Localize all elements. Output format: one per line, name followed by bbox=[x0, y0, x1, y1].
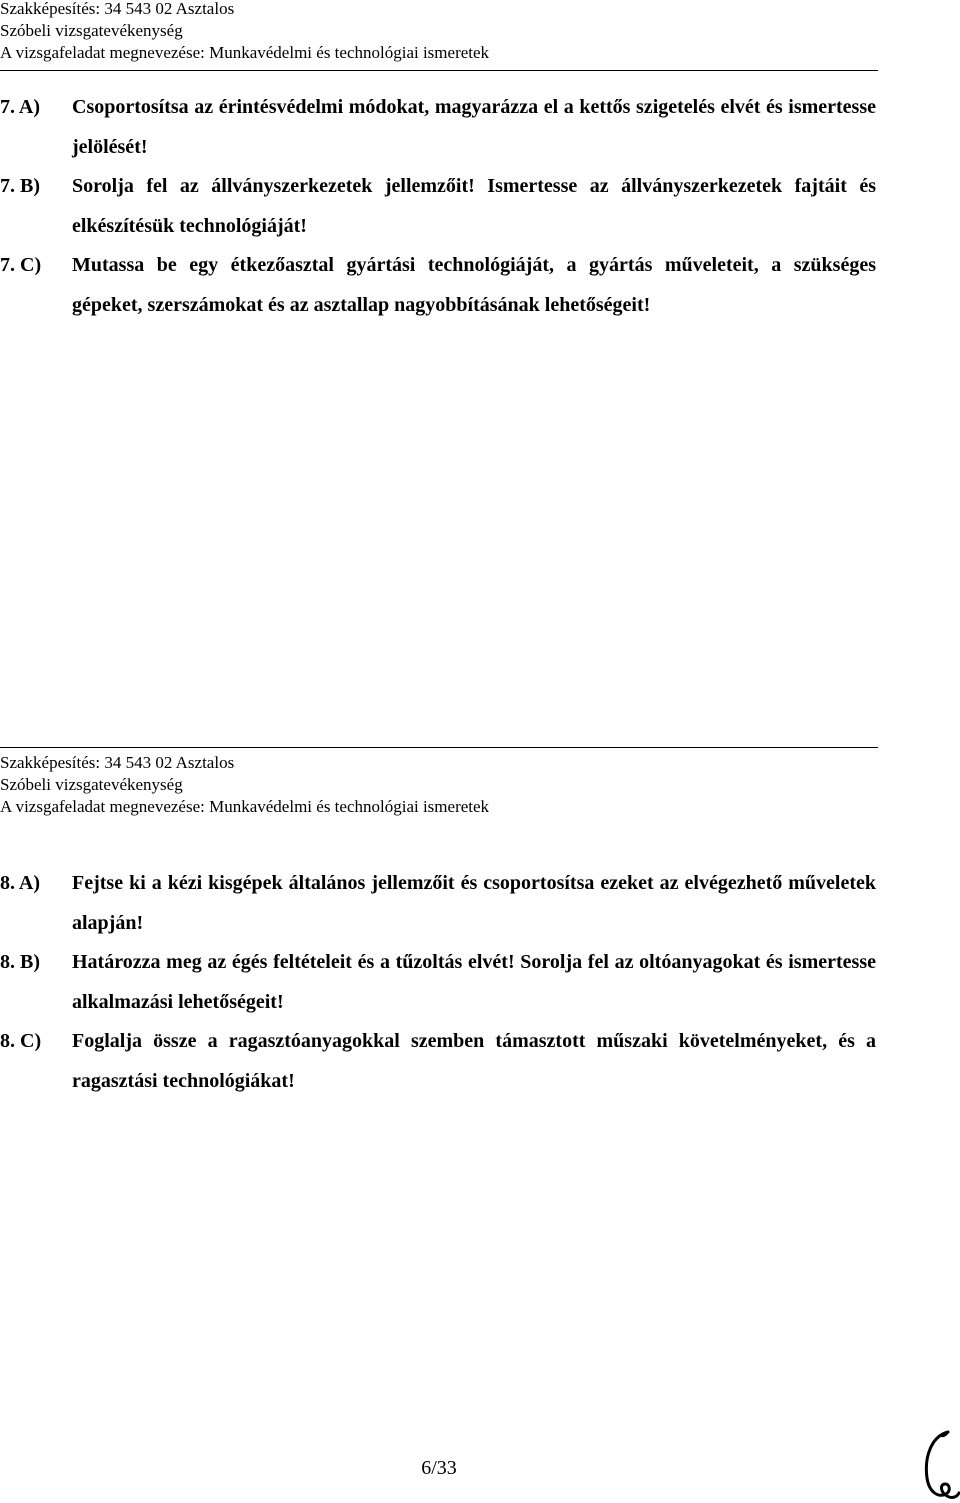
question-label: 7. B) bbox=[0, 175, 40, 197]
question-text: Foglalja össze a ragasztóanyagokkal szemben támasztott műszaki követelményeket, és a ragasztási technológiákat! bbox=[72, 1030, 876, 1092]
header-task-name: A vizsgafeladat megnevezése: Munkavédelmi és technológiai ismeretek bbox=[0, 797, 490, 816]
header-exam-activity: Szóbeli vizsgatevékenység bbox=[0, 775, 183, 794]
page-header-top bbox=[0, 0, 489, 64]
question-8a bbox=[0, 864, 876, 943]
question-text: Sorolja fel az állványszerkezetek jellemzőit! Ismertesse az állványszerkezetek fajtáit és elkészítésük technológiáját! bbox=[72, 175, 876, 237]
header-exam-activity: Szóbeli vizsgatevékenység bbox=[0, 21, 183, 40]
header-qualification: Szakképesítés: 34 543 02 Asztalos bbox=[0, 0, 235, 18]
question-text: Csoportosítsa az érintésvédelmi módokat, magyarázza el a kettős szigetelés elvét és ismertesse jelölését! bbox=[72, 96, 876, 158]
page-header-bottom bbox=[0, 752, 489, 818]
question-block-7 bbox=[0, 88, 876, 325]
question-text: Határozza meg az égés feltételeit és a tűzoltás elvét! Sorolja fel az oltóanyagokat és ismertesse alkalmazási lehetőségeit! bbox=[72, 951, 876, 1013]
question-8b bbox=[0, 943, 876, 1022]
header-task-name: A vizsgafeladat megnevezése: Munkavédelmi és technológiai ismeretek bbox=[0, 43, 490, 62]
header-qualification: Szakképesítés: 34 543 02 Asztalos bbox=[0, 753, 235, 772]
question-label: 8. C) bbox=[0, 1030, 42, 1052]
question-text: Fejtse ki a kézi kisgépek általános jellemzőit és csoportosítsa ezeket az elvégezhető műveletek alapján! bbox=[72, 872, 876, 934]
question-8c bbox=[0, 1022, 876, 1101]
question-text: Mutassa be egy étkezőasztal gyártási technológiáját, a gyártás műveleteit, a szükséges gépeket, szerszámokat és az asztallap nagyobbításának lehetőségeit! bbox=[72, 254, 876, 316]
question-label: 8. A) bbox=[0, 872, 40, 894]
signature-mark bbox=[918, 1426, 960, 1503]
question-7b bbox=[0, 167, 876, 246]
question-label: 7. C) bbox=[0, 254, 42, 276]
page-number: 6/33 bbox=[421, 1457, 457, 1479]
header-divider-top bbox=[0, 70, 878, 71]
question-label: 8. B) bbox=[0, 951, 40, 973]
question-7c bbox=[0, 246, 876, 325]
header-divider-bottom bbox=[0, 747, 878, 748]
question-7a bbox=[0, 88, 876, 167]
question-block-8 bbox=[0, 864, 876, 1101]
question-label: 7. A) bbox=[0, 96, 40, 118]
